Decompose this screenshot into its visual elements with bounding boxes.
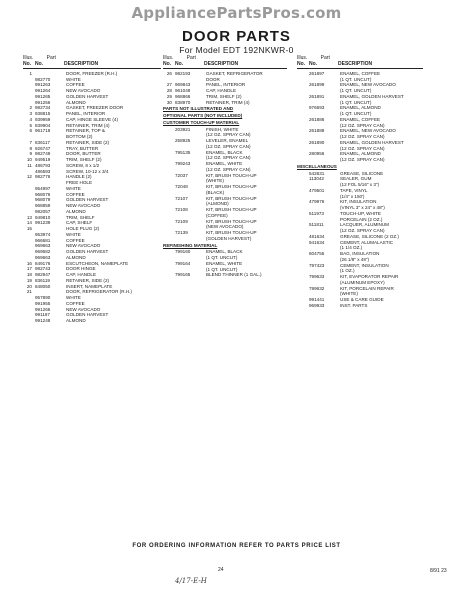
parts-row xyxy=(163,272,287,278)
part-description: (12 OZ. SPRAY CAN) xyxy=(206,166,251,172)
part-description: NEW AVOCADO xyxy=(66,88,101,93)
part-description: ENAMEL, ALMOND xyxy=(340,105,381,111)
part-description: BOTTOM (2) xyxy=(66,134,93,139)
part-number: 511811 xyxy=(309,222,324,228)
illus-number: 28 xyxy=(166,88,172,93)
part-description: KIT, EVAPORATOR REPAIR xyxy=(340,274,399,279)
part-number: 479501 xyxy=(309,187,325,193)
parts-column-2 xyxy=(163,56,287,278)
part-number: 991265 xyxy=(35,93,51,99)
page-title: DOOR PARTS xyxy=(182,28,291,45)
illus-number xyxy=(23,318,32,324)
part-description: KIT, BRUSH TOUCH-UP xyxy=(206,195,257,201)
part-description: TRIM, SHELF (2) xyxy=(206,93,242,99)
parts-column-1 xyxy=(23,56,161,324)
part-number: 799632 xyxy=(309,285,325,291)
part-description: ENAMEL, NEW AVOCADO xyxy=(340,128,396,134)
part-number: 799160 xyxy=(175,249,191,255)
parts-row xyxy=(297,157,423,163)
part-number: 261890 xyxy=(309,139,325,145)
part-description: GOLDEN HARVEST xyxy=(66,197,109,203)
parts-column-3 xyxy=(297,56,423,309)
section-heading: PARTS NOT ILLUSTRATED AND xyxy=(163,106,234,112)
part-description: SCREW, 10-12 x 3/4 xyxy=(66,168,109,174)
part-number: 982749 xyxy=(35,151,51,157)
illus-number xyxy=(163,236,172,242)
part-description: RETAINER, TRIM (4) xyxy=(206,99,250,105)
part-description: DOOR, FREEZER (R.H.) xyxy=(66,70,118,76)
illus-number: 19 xyxy=(26,277,32,283)
part-description: RETAINER, SIDE (2) xyxy=(66,277,110,283)
part-number: 926747 xyxy=(35,145,51,151)
part-description: PANEL, INTERIOR xyxy=(206,82,246,88)
part-number: 839904 xyxy=(35,122,51,128)
part-description: ENAMEL, COFFEE xyxy=(340,116,381,122)
part-number: 969933 xyxy=(309,302,325,308)
part-number: 941634 xyxy=(309,239,325,245)
part-number: 848050 xyxy=(35,283,51,289)
part-number: 486793 xyxy=(35,162,51,168)
part-number: 849176 xyxy=(35,260,51,266)
part-description: HOLE PLUG (2) xyxy=(66,226,100,231)
header-part: Part xyxy=(186,55,196,61)
part-number: 968866 xyxy=(175,93,191,99)
part-description: INSERT, NAMEPLATE xyxy=(66,283,113,289)
part-number: 949519 xyxy=(35,157,51,162)
part-description: FREE HOLE xyxy=(66,180,93,185)
illus-number: 8 xyxy=(29,145,32,151)
part-number: 982743 xyxy=(35,266,51,272)
part-description: KIT, BRUSH TOUCH-UP xyxy=(206,172,257,178)
page-number: 24 xyxy=(218,567,224,573)
part-description: ALMOND xyxy=(66,254,86,260)
part-description: (1 QT. UNCUT) xyxy=(340,88,372,93)
part-number: 991239 xyxy=(35,220,51,226)
illus-number xyxy=(297,303,306,309)
header-illus: Illus. xyxy=(23,55,34,61)
illus-number: 30 xyxy=(166,99,172,105)
illus-number: 16 xyxy=(26,260,32,266)
column-header xyxy=(23,56,161,69)
illus-number: 20 xyxy=(26,283,32,289)
part-number: 261888 xyxy=(309,128,325,134)
part-description: GREASE, SILICONE (2 OZ.) xyxy=(340,233,399,239)
part-description: RETAINER, SIDE (2) xyxy=(66,139,110,145)
part-description: (1 OZ.) xyxy=(340,268,355,274)
illus-number: 21 xyxy=(26,289,32,295)
part-number: 799633 xyxy=(309,274,325,279)
part-description: SEALER, GUM xyxy=(340,176,372,182)
header-part: Part xyxy=(320,55,330,61)
part-description: GREASE, SILICONE xyxy=(340,170,384,176)
part-number: 258925 xyxy=(175,138,191,143)
part-description: ENAMEL, WHITE xyxy=(206,260,243,266)
part-number: 261899 xyxy=(309,82,325,88)
part-description: (WHITE) xyxy=(206,178,224,184)
part-description: (1 QT. UNCUT) xyxy=(340,76,372,82)
part-number: 991955 xyxy=(35,300,51,306)
part-number: 939959 xyxy=(35,116,51,122)
part-description: BLEND THINNER (1 GAL.) xyxy=(206,272,262,278)
header-no-2: No. xyxy=(35,61,44,67)
part-number: 957890 xyxy=(35,295,51,300)
part-description: (12 OZ. SPRAY CAN) xyxy=(206,132,251,138)
part-description: GOLDEN HARVEST xyxy=(66,93,109,99)
part-number: 838970 xyxy=(175,99,191,105)
illus-number: 2 xyxy=(29,105,32,111)
part-description: NEW AVOCADO xyxy=(66,203,101,208)
header-illus: Illus. xyxy=(297,55,308,61)
part-number: 481634 xyxy=(309,233,325,239)
part-number: 982776 xyxy=(35,174,51,180)
part-description: BAG, INSULATION xyxy=(340,251,380,256)
part-description: GASKET, FREEZER DOOR xyxy=(66,105,124,111)
handwritten-signature: 4/17-E-H xyxy=(175,577,207,585)
part-description: ESCUTCHEON, NAMEPLATE xyxy=(66,260,129,266)
part-number: 72107 xyxy=(175,195,188,201)
part-description: ENAMEL, BLACK xyxy=(206,149,243,155)
part-description: KIT, BRUSH TOUCH-UP xyxy=(206,230,257,235)
part-description: TRIM, SHELF (2) xyxy=(66,157,102,162)
part-number: 604755 xyxy=(309,251,325,256)
part-description: (WHITE) xyxy=(340,291,358,297)
part-description: INST. PARTS xyxy=(340,302,368,308)
part-number: 968076 xyxy=(35,191,51,197)
ordering-footer: FOR ORDERING INFORMATION REFER TO PARTS PRICE LIST xyxy=(132,543,341,549)
column-header xyxy=(297,56,423,69)
part-number: 953974 xyxy=(35,231,51,237)
part-description: PANEL, INTERIOR xyxy=(66,111,106,116)
part-description: (12 OZ. SPRAY CAN) xyxy=(340,134,385,139)
part-number: 72109 xyxy=(175,218,188,224)
part-number: 961048 xyxy=(175,88,191,93)
illus-number: 27 xyxy=(166,82,172,88)
part-description: SCREW, 8 x 1/2 xyxy=(66,162,100,168)
part-number: 511973 xyxy=(309,210,324,216)
illus-number: 9 xyxy=(29,151,32,157)
section-heading: REFINISHING MATERIAL xyxy=(163,242,218,248)
header-no: No. xyxy=(297,61,306,67)
parts-row xyxy=(163,236,287,242)
illus-number: 26 xyxy=(166,70,172,76)
part-number: 991441 xyxy=(309,297,325,302)
illus-number: 13 xyxy=(26,214,32,220)
part-description: DOOR, BUTTER xyxy=(66,151,101,157)
illus-number: 3 xyxy=(29,111,32,116)
part-description: RETAINER, TOP & xyxy=(66,128,105,134)
part-number: 795135 xyxy=(175,149,191,155)
part-description: ALMOND xyxy=(66,99,86,105)
part-number: 976693 xyxy=(309,105,325,111)
part-number: 72108 xyxy=(175,207,188,212)
part-description: (BLACK) xyxy=(206,189,225,195)
part-description: KIT, PORCELAIN REPAIR xyxy=(340,285,394,291)
part-number: 968079 xyxy=(35,197,51,203)
part-description: GOLDEN HARVEST xyxy=(66,249,109,254)
part-description: ENAMEL, BLACK xyxy=(206,249,243,255)
header-no-2: No. xyxy=(175,61,184,67)
header-description: DESCRIPTION xyxy=(64,61,99,67)
part-description: ENAMEL, COFFEE xyxy=(340,70,381,76)
part-description: FINISH, WHITE xyxy=(206,126,239,132)
part-number: 991264 xyxy=(35,88,51,93)
part-number: 261886 xyxy=(309,116,325,122)
part-description: ENAMEL, GOLDEN HARVEST xyxy=(340,139,404,145)
illus-number: 5 xyxy=(29,122,32,128)
part-number: 486593 xyxy=(35,168,51,174)
part-description: ALMOND xyxy=(66,318,86,323)
part-description: (12 OZ. SPRAY CAN) xyxy=(340,228,385,233)
part-description: (26 1/8" x 48") xyxy=(340,256,370,262)
part-description: KIT, INSULATION xyxy=(340,199,377,205)
part-number: 479976 xyxy=(309,199,325,205)
part-description: GOLDEN HARVEST xyxy=(66,312,109,318)
part-description: CAP, HANDLE xyxy=(66,272,97,277)
header-illus: Illus. xyxy=(163,55,174,61)
part-description: (1/4" x 150') xyxy=(340,193,365,199)
part-number: 72048 xyxy=(175,184,188,189)
part-number: 799243 xyxy=(175,161,191,166)
part-description: COFFEE xyxy=(66,300,85,306)
part-description: (12 FOL 5/16" x 3") xyxy=(340,182,380,187)
part-number: 968859 xyxy=(35,203,51,208)
part-number: 982734 xyxy=(35,105,51,111)
illus-number: 4 xyxy=(29,116,32,122)
illus-number: 18 xyxy=(26,272,32,277)
part-description: ENAMEL, GOLDEN HARVEST xyxy=(340,93,404,99)
part-description: (12 OZ. SPRAY CAN) xyxy=(206,143,251,149)
part-number: 261891 xyxy=(309,93,325,99)
part-number: 969663 xyxy=(35,243,51,249)
part-number: 982057 xyxy=(35,208,51,214)
part-description: TRIM, SHELF xyxy=(66,214,95,220)
part-number xyxy=(306,157,338,163)
part-description: ENAMEL, ALMOND xyxy=(340,151,381,157)
part-number: 991266 xyxy=(35,306,51,312)
part-description: CAP, HINGE SLEEVE (4) xyxy=(66,116,118,122)
part-description: CEMENT, INSULATION xyxy=(340,262,389,268)
part-description: (GOLDEN HARVEST) xyxy=(206,235,252,241)
part-number: 961718 xyxy=(35,128,51,134)
part-description: PORCELAIN (2 OZ.) xyxy=(340,216,383,222)
part-number: 797423 xyxy=(309,262,325,268)
part-number: 991248 xyxy=(35,318,51,323)
part-number: 836119 xyxy=(35,277,50,283)
header-part: Part xyxy=(46,55,56,61)
part-description: KIT, BRUSH TOUCH-UP xyxy=(206,218,257,224)
part-description: ENAMEL, NEW AVOCADO xyxy=(340,82,396,88)
illus-number: 12 xyxy=(26,174,32,180)
parts-row xyxy=(23,318,161,324)
illus-number xyxy=(297,157,306,163)
part-number: 113042 xyxy=(309,176,324,182)
illus-number: 14 xyxy=(26,220,32,226)
illus-number: 15 xyxy=(26,226,32,231)
part-number: 969843 xyxy=(175,82,191,88)
part-description: COFFEE xyxy=(66,237,85,243)
part-number: 954997 xyxy=(35,185,51,191)
part-description: NEW AVOCADO xyxy=(66,243,101,249)
part-description: (12 OZ. SPRAY CAN) xyxy=(340,122,385,128)
part-description: WHITE xyxy=(66,185,81,191)
part-description: DOOR HINGE xyxy=(66,266,96,272)
section-heading: OPTIONAL PARTS (NOT INCLUDED) xyxy=(163,113,243,118)
part-number: 542631 xyxy=(309,170,325,176)
part-number: 938815 xyxy=(35,111,51,116)
part-description: CEMENT, ALUMALASTIC xyxy=(340,239,394,245)
part-description: ALMOND xyxy=(66,208,86,214)
part-number: 982193 xyxy=(175,70,191,76)
header-no: No. xyxy=(163,61,172,67)
part-number: 991263 xyxy=(35,82,51,88)
part-description: (1 QT. UNCUT) xyxy=(206,255,238,260)
part-description: WHITE xyxy=(66,76,81,82)
column-header xyxy=(163,56,287,69)
part-description: (1 QT. UNCUT) xyxy=(206,266,238,272)
part-description: (12 OZ. SPRAY CAN) xyxy=(340,157,385,162)
part-description: NEW AVOCADO xyxy=(66,306,101,312)
header-description: DESCRIPTION xyxy=(338,61,373,67)
part-number: 203921 xyxy=(175,126,191,132)
part-number: 799164 xyxy=(175,260,191,266)
part-description: (ALUMINUM EPOXY) xyxy=(340,279,385,285)
parts-row xyxy=(297,303,423,309)
illus-number: 11 xyxy=(27,162,32,168)
part-description: RETAINER, TRIM (4) xyxy=(66,122,110,128)
illus-number xyxy=(163,272,172,278)
part-description: TRAY, BUTTER xyxy=(66,145,99,151)
part-number: 836117 xyxy=(35,139,50,145)
part-number: 799165 xyxy=(175,272,191,278)
part-number: 969682 xyxy=(35,249,51,254)
part-description: COFFEE xyxy=(66,191,85,197)
part-description: (NEW AVOCADO) xyxy=(206,224,244,230)
date-code: 8/91 23 xyxy=(430,568,447,574)
illus-number: 10 xyxy=(26,157,32,162)
part-description: (1 QT. UNCUT) xyxy=(340,99,372,105)
part-number: 72139 xyxy=(175,230,188,235)
part-description: WHITE xyxy=(66,231,81,237)
part-description: HANDLE (2) xyxy=(66,174,92,180)
part-description: (COFFEE) xyxy=(206,212,228,218)
part-number: 966681 xyxy=(35,237,51,243)
model-subtitle: For Model EDT 192NKWR-0 xyxy=(179,45,294,55)
part-number: 949810 xyxy=(35,214,51,220)
part-description: ENAMEL, WHITE xyxy=(206,161,243,166)
part-number: 280956 xyxy=(309,151,325,157)
part-number: 72037 xyxy=(175,172,188,178)
part-description: (VINYL 3" x 24" x 48") xyxy=(340,205,385,210)
site-watermark: AppliancePartsPros.com xyxy=(131,4,342,22)
part-description: KIT, BRUSH TOUCH-UP xyxy=(206,207,257,212)
header-no: No. xyxy=(23,61,32,67)
part-description: (12 OZ. SPRAY CAN) xyxy=(206,155,251,161)
section-heading: CUSTOMER TOUCH-UP MATERIAL xyxy=(163,119,240,125)
part-description: LACQUER, ALUMINUM xyxy=(340,222,390,228)
part-number: 991256 xyxy=(35,99,51,105)
part-number: 969663 xyxy=(35,254,51,260)
part-description: DOOR xyxy=(206,76,220,82)
part-description: DOOR, REFRIGERATOR (R.H.) xyxy=(66,289,132,295)
part-number: 982947 xyxy=(35,272,51,277)
illus-number: 17 xyxy=(26,266,32,272)
part-description: CAP, SHELF xyxy=(66,220,93,226)
part-description: (ALMOND) xyxy=(206,201,229,207)
illus-number: 1 xyxy=(29,70,32,76)
part-description: WHITE xyxy=(66,295,81,300)
part-description: TOUCH-UP, WHITE xyxy=(340,210,381,216)
part-number: 261897 xyxy=(309,70,325,76)
section-heading: MISCELLANEOUS xyxy=(297,163,337,169)
part-description: (12 OZ. SPRAY CAN) xyxy=(340,145,385,151)
part-description: LEVELER, ENAMEL xyxy=(206,138,249,143)
illus-number: 29 xyxy=(166,93,172,99)
part-description: (1 QT. UNCUT) xyxy=(340,111,372,116)
part-description: CAP, HANDLE xyxy=(206,88,237,93)
illus-number: 7 xyxy=(29,139,32,145)
part-number: 982770 xyxy=(35,76,51,82)
part-description: TAPE, VINYL xyxy=(340,187,368,193)
header-no-2: No. xyxy=(309,61,318,67)
part-number: 991167 xyxy=(35,312,50,318)
part-number xyxy=(172,236,204,242)
illus-number: 6 xyxy=(29,128,32,134)
part-description: GASKET, REFRIGERATOR xyxy=(206,70,263,76)
part-description: KIT, BRUSH TOUCH-UP xyxy=(206,184,257,189)
part-description: COFFEE xyxy=(66,82,85,88)
parts-row xyxy=(163,100,287,106)
header-description: DESCRIPTION xyxy=(204,61,239,67)
part-description: (1 1/4 OZ.) xyxy=(340,245,363,251)
part-description: USE & CARE GUIDE xyxy=(340,297,384,302)
